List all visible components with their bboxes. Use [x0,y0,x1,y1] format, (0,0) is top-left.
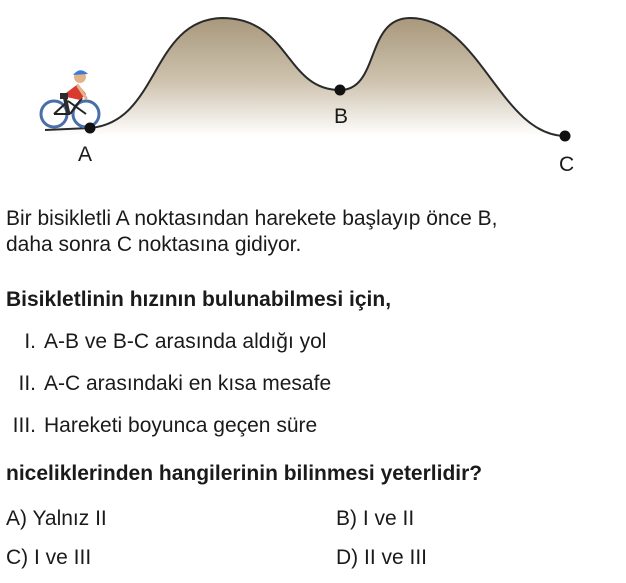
stem-line-2: daha sonra C noktasına gidiyor. [6,233,302,256]
statement-number: I. [24,330,36,353]
point-a-marker [85,123,96,134]
track-figure [0,0,626,190]
final-question: niceliklerinden hangilerinin bilinmesi yeterlidir? [6,462,483,485]
statement-3 [0,413,317,439]
statement-text: Hareketi boyunca geçen süre [44,414,318,437]
option-d[interactable]: D) II ve III [336,546,428,569]
point-c-marker [560,131,571,142]
cyclist-icon [41,70,99,127]
option-b[interactable]: B) I ve II [336,507,415,530]
point-b-label: B [334,105,349,128]
stem-line-1: Bir bisikletli A noktasından harekete başlayıp önce B, [6,207,498,230]
statement-text: A-C arasındaki en kısa mesafe [44,372,332,395]
option-c[interactable]: C) I ve III [6,546,92,569]
question-prompt: Bisikletlinin hızının bulunabilmesi için, [6,288,392,311]
statement-1 [0,329,326,355]
point-c-label: C [559,153,575,176]
statement-text: A-B ve B-C arasında aldığı yol [44,330,327,353]
point-a-label: A [78,143,93,166]
point-b-marker [335,85,346,96]
statement-number: III. [12,414,36,437]
question-stem [6,206,616,258]
statement-2 [0,371,331,397]
option-a[interactable]: A) Yalnız II [6,507,107,530]
statement-number: II. [18,372,36,395]
